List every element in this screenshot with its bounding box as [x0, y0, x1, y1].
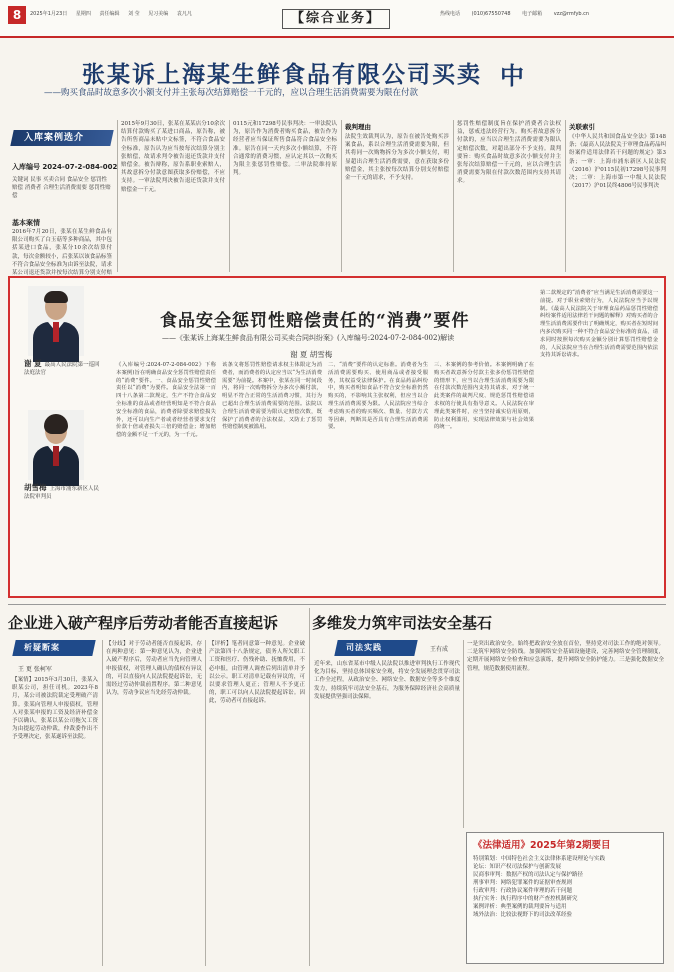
related-text: 《中华人民共和国食品安全法》第148条；《最高人民法院关于审理食品药品纠纷案件适用法律若干问题的规定》第3条；一审：上海市浦东新区人民法院（2016）沪0115民初17298号民事判决；二审：上海市第一中级人民法院（2017）沪01民终4806号民事判决: [569, 134, 666, 190]
bottom-right-title: 多维发力筑牢司法安全基石: [312, 614, 493, 632]
top-article-title: 张某诉上海某生鲜食品有限公司买卖: [82, 61, 482, 88]
bottom-right-tag-label: 司法实践: [346, 643, 382, 652]
featured-title: 食品安全惩罚性赔偿责任的“消费”要件: [160, 311, 470, 331]
featured-col-4: 三、本案例的参考价值。本案例明确了在购买者故意拆分付款主张多份惩罚性赔偿的情形下，应当以合理生活消费需要为限在付款次数范围内支持其请求，对于统一此类案件的裁判尺度、规范惩罚性赔偿请求权的行使具有指导意义。人民法院在审理此类案件时，应当坚持诚实信用原则，防止权利滥用，实现法律效果与社会效果的统一。: [434, 362, 534, 431]
designer-label: 见习美编: [148, 11, 169, 17]
featured-subtitle: ——《张某诉上海某生鲜食品有限公司买卖合同纠纷案》(入库编号:2024-07-2-084-002)解读: [162, 334, 455, 342]
column-divider: [117, 120, 118, 272]
reasoning-heading: 裁判理由: [345, 123, 371, 131]
column-divider: [341, 120, 342, 272]
page-number: 8: [8, 6, 26, 24]
bottom-left-col-2: 【分歧】对于劳动者能否直接起诉，存在两种意见：第一种意见认为，企业进入破产程序后，劳动者应当先向管理人申报债权，对管理人确认的债权有异议的，可以直接向人民法院提起诉讼，无需经过劳动仲裁前置程序。第二种意见认为，劳动争议应当先经劳动仲裁。: [106, 641, 202, 697]
masthead-meta: [30, 10, 199, 17]
author-2-title: 上海市浦东新区人民法院审判员: [24, 486, 100, 500]
issue-weekday: 星期四: [75, 11, 91, 17]
journal-contents-item: 论坛：知识产权司法保护与创新发展: [473, 864, 562, 870]
editor-name: 刘 莹: [128, 11, 140, 17]
journal-contents-item: 特别策划：中国特色社会主义法律体系建设理论与实践: [473, 856, 606, 862]
featured-col-1: 《入库编号:2024-07-2-084-002》下称本案例)旨在明确食品安全惩罚性赔偿责任的“消费”要件。一、食品安全惩罚性赔偿责任以“消费”为要件。食品安全法第一百四十八条第二款规定，生产不符合食品安全标准的食品或者经营明知是不符合食品安全标准的食品，消费者除要求赔偿损失外，还可以向生产者或者经营者要求支付价款十倍或者损失三倍的赔偿金；增加赔偿的金额不足一千元的，为一千元。: [116, 362, 216, 439]
editor-label: 责任编辑: [99, 11, 120, 17]
bottom-right-col-1: 近年来，山东省某市中级人民法院以推进审判执行工作现代化为目标，坚持总体国家安全观，将安全发展理念贯穿司法工作全过程，从政治安全、网络安全、数据安全等多个维度发力，持续筑牢司法安全基石，为服务保障经济社会高质量发展提供坚强司法保障。: [314, 661, 460, 700]
journal-contents-item: 民商事审判：数据产权的司法认定与保护路径: [473, 872, 584, 878]
journal-contents-item: 案例评析：典型案例的裁判要旨与适用: [473, 904, 567, 910]
featured-authors: 谢 夏 胡雪梅: [290, 350, 333, 359]
author-2-name: 胡雪梅: [24, 483, 47, 492]
author-photo: [28, 286, 84, 356]
email-address: vzz@rmfyb.cn: [553, 11, 590, 17]
phone-number: (010)67550748: [471, 11, 511, 17]
email-label: 电子邮箱: [522, 11, 543, 17]
column-divider: [565, 120, 566, 272]
bottom-left-title: 企业进入破产程序后劳动者能否直接起诉: [8, 614, 279, 632]
journal-contents-box: [466, 832, 664, 964]
top-col-1: 2016年7月20日，张某在某生鲜食品有限公司购买了白玉菇等多种商品，其中包括某进口食品，张某分10余次结算付款，每次金额较小，后张某以该食品标签不符合食品安全标准为由诉至法院，请求某公司退还货款并按每次结算分别支付赔: [12, 229, 112, 277]
bottom-left-col-1: 【案情】2015年3月30日，张某入职某公司，担任司机。2023年8月，某公司被法院裁定受理破产清算。张某向管理人申报债权，管理人对张某申报的工资及经济补偿金予以确认，张某以某公司拖欠工资为由提起劳动仲裁，仲裁委作出不予受理决定，张某遂诉至法院。: [12, 677, 98, 741]
journal-contents-item: 行政审判：行政协议案件审理的若干问题: [473, 888, 573, 894]
journal-contents-item: 域外法治：比较法视野下的司法改革经验: [473, 912, 573, 918]
case-banner: [12, 122, 112, 152]
case-number: 入库编号 2024-07-2-084-002: [12, 163, 118, 171]
author-1-caption: [24, 360, 102, 377]
featured-col-3: 二、“消费”要件的认定标准。消费者为生活消费需要购买、使用商品或者接受服务，其权益受法律保护。在食品药品纠纷中，购买者明知食品不符合安全标准仍然购买的，不影响其主张权利，但应当以合理生活消费需要为限。人民法院应当综合考虑购买者的购买频次、数量、付款方式等因素，判断其是否具有合理生活消费需要。: [328, 362, 428, 431]
column-divider: [205, 640, 206, 966]
bottom-right-byline: 王有成: [430, 646, 449, 653]
featured-col-5: 第二款规定的“消费者”应当满足生活消费需要这一前提。对于职业索赔行为，人民法院应当予以规制。《最高人民法院关于审理食品药品惩罚性赔偿纠纷案件适用法律若干问题的解释》对购买者的合理生活消费需要作出了明确规定，购买者在短时间内多次购买同一种不符合食品安全标准的食品，请求同时按照每次购买金额分别计算惩罚性赔偿金的，人民法院应当在合理生活消费需要范围内依法支持其诉讼请求。: [540, 290, 658, 359]
author-1-title: 最高人民法院第一巡回法庭法官: [24, 362, 100, 376]
issue-date: 2025年1月23日: [30, 11, 68, 17]
bottom-right-col-2: 一是突出政治安全。始终把政治安全放在首位，坚持党对司法工作的绝对领导。二是筑牢网络安全防线。加强网络安全基础设施建设，完善网络安全管理制度，定期开展网络安全检查和应急演练，提升网络安全防护能力。三是强化数据安全管理，规范数据使用流程。: [467, 641, 664, 672]
journal-contents-title: 《法律适用》2025年第2期要目: [473, 840, 611, 851]
related-index: [569, 120, 666, 272]
journal-contents-item: 执行实务：执行程序中的财产查控机制研究: [473, 896, 578, 902]
author-1-name: 谢 夏: [24, 359, 42, 368]
phone-label: 热线电话: [440, 11, 461, 17]
author-photo: [28, 410, 84, 480]
column-divider: [453, 120, 454, 272]
bottom-left-col-3: 【评析】笔者同意第一种意见。企业破产法第四十八条规定，债务人所欠职工工资和医疗、伤残补助、抚恤费用，不必申报，由管理人调查后列出清单并予以公示。职工对清单记载有异议的，可以要求管理人更正；管理人不予更正的，职工可以向人民法院提起诉讼。因此，劳动者可直接起诉。: [209, 641, 305, 705]
featured-col-2: 该条文将惩罚性赔偿请求权主体限定为消费者，而消费者的认定应当以“为生活消费需要”为前提。本案中，张某在同一时间段内，将同一次购物拆分为多次小额付款，明显不符合正常的生活消费习惯，其行为已超出合理生活消费需要的范围。法院以合理生活消费需要为限认定赔偿次数，既保护了消费者的合法权益，又防止了惩罚性赔偿制度被滥用。: [222, 362, 322, 431]
masthead: [0, 0, 674, 38]
journal-contents-item: 刑事审判：网络犯罪案件的证据审查规则: [473, 880, 573, 886]
bottom-divider: [8, 604, 666, 605]
column-divider: [463, 640, 464, 828]
top-col-2: 2015年9月30日，张某在某某店分10余次结算付款购买了某进口商品，原告称，被告所售商品未贴中文标签，不符合食品安全标准，原告认为应当按每次结算分别主张赔偿，故请求判令被告退还货款并支付赔偿金。被告辩称，原告系职业索赔人，其故意拆分付款意图获取多份赔偿，不应支持。一审法院判决被告退还货款并支付赔偿金一千元。: [121, 121, 225, 193]
top-article-title-end: 中: [500, 61, 524, 90]
column-divider: [309, 608, 310, 966]
top-col-4: [345, 120, 449, 272]
bottom-left-tag-label: 析疑断案: [24, 643, 60, 652]
top-article-subtitle: ——购买食品时故意多次小额支付并主张每次结算赔偿一千元的，应以合理生活消费需要为限在付款: [44, 88, 419, 98]
top-col-3: 0115元和17298号民事判决：一审法院认为，原告作为消费者购买食品，被告作为经营者应当保证所售食品符合食品安全标准。原告在同一天内多次小额结算，不符合通常的消费习惯，应认定其以一次购买为限主张惩罚性赔偿。二审法院维持原判。: [233, 121, 337, 177]
reasoning-text: 法院生效裁判认为，原告在被告处购买涉案食品，系以合理生活消费需要为限，但其将同一次购物拆分为多次小额支付，明显超出合理生活消费需要，意在获取多份赔偿金，其主张按每次结算分别支付赔偿金一千元的请求，不予支持。: [345, 134, 449, 182]
top-col-5: 惩罚性赔偿制度旨在保护消费者合法权益，惩戒违法经营行为。购买者故意拆分付款的，应当以合理生活消费需要为限认定赔偿次数，对超出部分不予支持。裁判要旨：购买食品时故意多次小额支付并主张每次结算赔偿一千元的，应以合理生活消费需要为限在付款次数范围内支持其请求。: [457, 121, 561, 185]
bottom-left-tag: [14, 640, 94, 658]
basic-facts-heading: 基本案情: [12, 219, 40, 227]
author-2-caption: [24, 484, 102, 501]
keywords: 关键词 民事 买卖合同 食品安全 惩罚性赔偿 消费者 合理生活消费需要 惩罚性赔偿: [12, 177, 111, 199]
case-banner-label: 入库案例选介: [24, 133, 85, 143]
contact-info: [440, 10, 599, 17]
bottom-right-tag: [336, 640, 416, 658]
column-divider: [102, 640, 103, 966]
related-heading: 关联索引: [569, 123, 595, 131]
section-title: 【综合业务】: [282, 9, 390, 29]
bottom-left-byline: 王 更 张柯军: [18, 666, 52, 673]
designer-name: 袁凡凡: [176, 11, 192, 17]
column-divider: [229, 120, 230, 272]
